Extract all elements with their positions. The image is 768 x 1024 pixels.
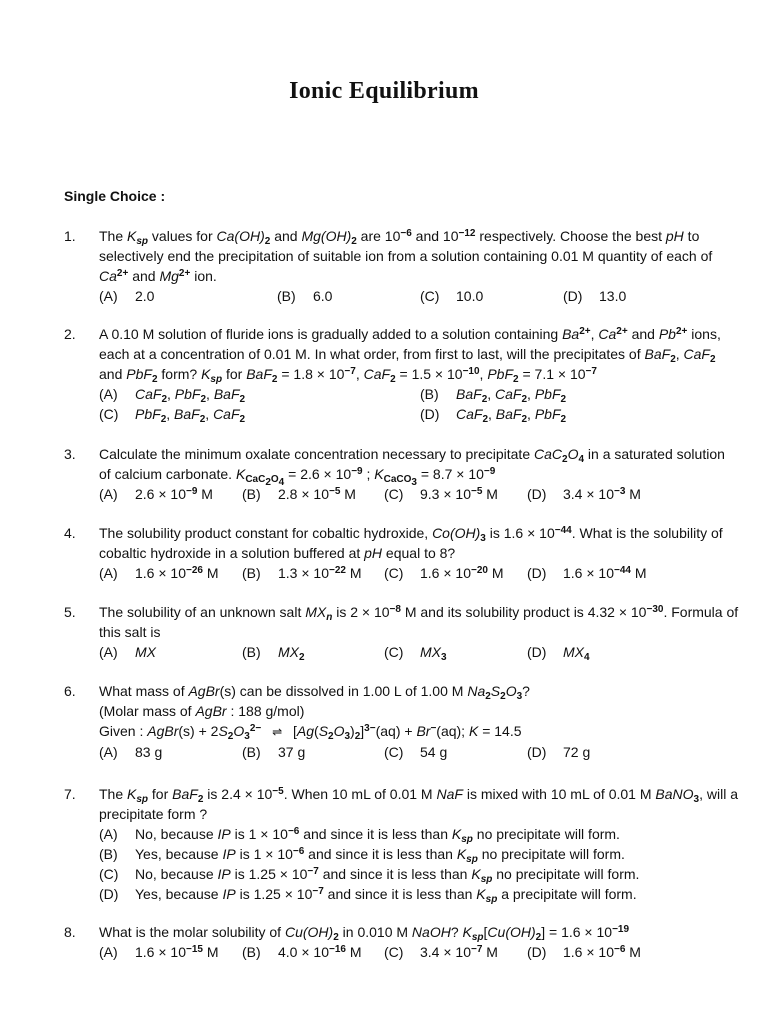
option-a[interactable]: (A) 2.0 (99, 288, 155, 304)
options-row (99, 864, 740, 884)
option-d[interactable]: (D) $1.6 \times 10^{-44}$ M (527, 565, 647, 581)
option-b[interactable]: (B) 6.0 (277, 288, 333, 304)
question-5 (64, 602, 740, 662)
option-d[interactable]: (D) Yes, because IP is $1.25 \times 10^{-7}$ and since it is less than $K_{sp}$ a precipitate will form. (99, 886, 637, 905)
question-note: (Molar mass of AgBr : 188 g/mol) (99, 703, 305, 719)
options-row (99, 742, 740, 762)
option-d[interactable]: (D) $1.6 \times 10^{-6}$ M (527, 944, 641, 960)
option-a[interactable]: (A) No, because IP is $1 \times 10^{-6}$ and since it is less than $K_{sp}$ no precipitate will form. (99, 826, 620, 845)
option-d[interactable]: (D) 72 g (527, 744, 591, 760)
options-row (99, 844, 740, 864)
question-text: What mass of AgBr(s) can be dissolved in 1.00 L of 1.00 M $Na_2S_2O_3$? (99, 683, 530, 702)
question-text: A 0.10 M solution of fluride ions is gradually added to a solution containing $Ba^{2+}$, $Ca^{2+}$ and $Pb^{2+}$ ions, each at a concentration of 0.01 M. In what order, from first to last, will the precipitates of BaF$_2$, CaF$_2$ and PbF$_2$ form? $K_{sp}$ for $BaF_2 = 1.8 \times 10^{-7}$, $CaF_2 = 1.5 \times 10^{-10}$, $PbF_2 = 7.1 \times 10^{-7}$ (99, 326, 721, 385)
option-b[interactable]: (B) $2.8 \times 10^{-5}$ M (242, 486, 356, 502)
option-a[interactable]: (A) CaF$_2$, PbF$_2$, BaF$_2$ (99, 386, 246, 405)
option-d[interactable]: (D) 13.0 (563, 288, 627, 304)
question-6 (64, 681, 740, 762)
options-row (99, 484, 740, 504)
options-row (99, 563, 740, 583)
question-3 (64, 444, 740, 504)
options-row (99, 884, 740, 904)
option-c[interactable]: (C) $3.4 \times 10^{-7}$ M (384, 944, 498, 960)
option-b[interactable]: (B) BaF$_2$, CaF$_2$, PbF$_2$ (420, 386, 567, 405)
option-a[interactable]: (A) $2.6 \times 10^{-9}$ M (99, 486, 213, 502)
option-b[interactable]: (B) 37 g (242, 744, 306, 760)
question-7 (64, 784, 740, 904)
options-row (99, 384, 740, 404)
option-a[interactable]: (A) $1.6 \times 10^{-26}$ M (99, 565, 219, 581)
question-number: 4. (64, 525, 76, 541)
question-text: Calculate the minimum oxalate concentration necessary to precipitate $CaC_2O_4$ in a saturated solution of calcium carbonate. $K_{CaC_2O_4} = 2.6 \times 10^{-9}$ ; $K_{CaCO_3} = 8.7 \times 10^{-9}$ (99, 446, 725, 488)
option-d[interactable]: (D) $3.4 \times 10^{-3}$ M (527, 486, 641, 502)
options-row (99, 642, 740, 662)
option-a[interactable]: (A) $1.6 \times 10^{-15}$ M (99, 944, 219, 960)
option-c[interactable]: (C) $MX_3$ (384, 644, 447, 663)
section-heading: Single Choice : (64, 188, 166, 204)
option-b[interactable]: (B) $MX_2$ (242, 644, 305, 663)
options-row (99, 942, 740, 962)
question-number: 6. (64, 683, 76, 699)
option-a[interactable]: (A) MX (99, 644, 156, 660)
question-text: The solubility product constant for cobaltic hydroxide, $Co(OH)_3$ is $1.6 \times 10^{-44}$. What is the solubility of cobaltic hydroxide in a solution buffered at pH equal to 8? (99, 525, 723, 561)
question-8 (64, 922, 740, 962)
options-row (99, 286, 740, 306)
option-d[interactable]: (D) $MX_4$ (527, 644, 590, 663)
question-4 (64, 523, 740, 583)
options-row (99, 404, 740, 424)
question-text: The $K_{sp}$ for BaF$_2$ is $2.4 \times 10^{-5}$. When 10 mL of 0.01 M NaF is mixed with 10 mL of 0.01 M BaNO$_3$, will a precipitate form ? (99, 786, 738, 822)
question-equation: Given : AgBr(s) + $2S_2O_3^{2-}$ ⇌ $[Ag(S_2O_3)_2]^{3-}(aq) + Br^-(aq)$; K = 14.5 (99, 723, 522, 742)
option-d[interactable]: (D) CaF$_2$, BaF$_2$, PbF$_2$ (420, 406, 567, 425)
option-c[interactable]: (C) $1.6 \times 10^{-20}$ M (384, 565, 504, 581)
question-text: The $K_{sp}$ values for $Ca(OH)_2$ and $Mg(OH)_2$ are $10^{-6}$ and $10^{-12}$ respectively. Choose the best pH to selectively end the precipitation of suitable ion from a solution containing 0.01 M quantity of each of $Ca^{2+}$ and $Mg^{2+}$ ion. (99, 228, 713, 284)
option-b[interactable]: (B) Yes, because IP is $1 \times 10^{-6}$ and since it is less than $K_{sp}$ no precipitate will form. (99, 846, 625, 865)
question-text: The solubility of an unknown salt $MX_n$ is $2 \times 10^{-8}$ M and its solubility product is $4.32 \times 10^{-30}$. Formula of this salt is (99, 604, 739, 640)
option-c[interactable]: (C) 10.0 (420, 288, 484, 304)
question-2 (64, 324, 740, 424)
options-row (99, 824, 740, 844)
question-number: 5. (64, 604, 76, 620)
question-number: 1. (64, 228, 76, 244)
question-text: What is the molar solubility of $Cu(OH)_2$ in 0.010 M NaOH? $K_{sp}[Cu(OH)_2] = 1.6 \times 10^{-19}$ (99, 924, 630, 943)
question-1 (64, 226, 740, 306)
question-number: 2. (64, 326, 76, 342)
option-c[interactable]: (C) PbF$_2$, BaF$_2$, CaF$_2$ (99, 406, 246, 425)
question-number: 8. (64, 924, 76, 940)
page-title: Ionic Equilibrium (289, 78, 479, 104)
question-number: 3. (64, 446, 76, 462)
option-c[interactable]: (C) $9.3 \times 10^{-5}$ M (384, 486, 498, 502)
option-b[interactable]: (B) $1.3 \times 10^{-22}$ M (242, 565, 362, 581)
option-a[interactable]: (A) 83 g (99, 744, 163, 760)
option-c[interactable]: (C) 54 g (384, 744, 448, 760)
option-c[interactable]: (C) No, because IP is $1.25 \times 10^{-7}$ and since it is less than $K_{sp}$ no precipitate will form. (99, 866, 640, 885)
option-b[interactable]: (B) $4.0 \times 10^{-16}$ M (242, 944, 362, 960)
question-number: 7. (64, 786, 76, 802)
